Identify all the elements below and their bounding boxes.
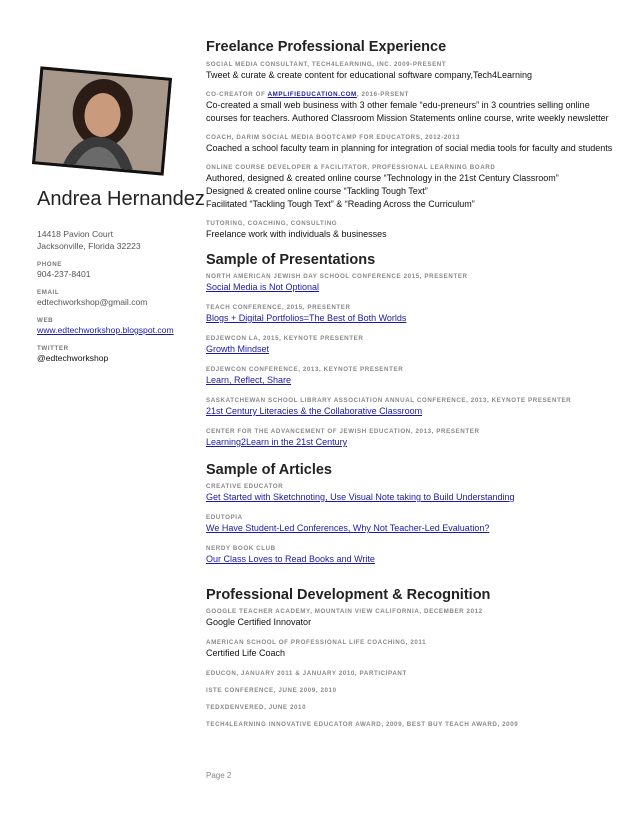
presentation-link[interactable]: Social Media is Not Optional bbox=[206, 282, 320, 292]
development-entry bbox=[206, 686, 616, 695]
entry-meta: ISTE CONFERENCE, JUNE 2009, 2010 bbox=[206, 687, 337, 694]
entry-meta: TECH4LEARNING INNOVATIVE EDUCATOR AWARD, 2009, BEST BUY TEACH AWARD, 2009 bbox=[206, 721, 519, 728]
entry-meta: ONLINE COURSE DEVELOPER & FACILITATOR, PROFESSIONAL LEARNING BOARD bbox=[206, 164, 496, 171]
amplifieducation-link[interactable]: AMPLIFIEDUCATION.COM bbox=[267, 91, 357, 98]
development-entry bbox=[206, 703, 616, 712]
meta-suffix: , 2016-PRSENT bbox=[356, 91, 409, 98]
page-number: Page 2 bbox=[206, 771, 232, 780]
section-title-articles: Sample of Articles bbox=[206, 462, 332, 478]
freelance-entry bbox=[206, 219, 616, 241]
entry-meta: SOCIAL MEDIA CONSULTANT, TECH4LEARNING, INC. 2009-PRESENT bbox=[206, 61, 447, 68]
presentation-link[interactable]: Growth Mindset bbox=[206, 344, 270, 354]
entry-body: Co-created a small web business with 3 other female “edu-preneurs” in 3 countries selling online courses for teachers. Authored Classroom Mission Statements online course, write weekly newsletter bbox=[206, 100, 609, 123]
article-link[interactable]: We Have Student-Led Conferences, Why Not Teacher-Led Evaluation? bbox=[206, 523, 490, 533]
entry-meta bbox=[206, 90, 616, 99]
entry-body: Google Certified Innovator bbox=[206, 617, 312, 627]
entry-meta: COACH, DARIM SOCIAL MEDIA BOOTCAMP FOR EDUCATORS, 2012-2013 bbox=[206, 134, 461, 141]
presentation-entry bbox=[206, 396, 616, 418]
email-label: EMAIL bbox=[37, 289, 60, 296]
entry-meta: TEACH CONFERENCE, 2015, PRESENTER bbox=[206, 304, 351, 311]
entry-meta: TUTORING, COACHING, CONSULTING bbox=[206, 220, 338, 227]
freelance-entry bbox=[206, 133, 616, 155]
entry-body: Certified Life Coach bbox=[206, 648, 286, 658]
development-entry bbox=[206, 638, 616, 660]
entry-meta: EDJEWCON LA, 2015, KEYNOTE PRESENTER bbox=[206, 335, 364, 342]
web-link[interactable]: www.edtechworkshop.blogspot.com bbox=[37, 325, 174, 335]
meta-prefix: CO-CREATOR OF bbox=[206, 91, 268, 98]
freelance-entry bbox=[206, 60, 616, 82]
web-label: WEB bbox=[37, 317, 54, 324]
twitter-label: TWITTER bbox=[37, 345, 69, 352]
entry-meta: SASKATCHEWAN SCHOOL LIBRARY ASSOCIATION ANNUAL CONFERENCE, 2013, KEYNOTE PRESENTER bbox=[206, 397, 572, 404]
entry-meta: EDJEWCON CONFERENCE, 2013, KEYNOTE PRESENTER bbox=[206, 366, 404, 373]
entry-meta: GOOGLE TEACHER ACADEMY, MOUNTAIN VIEW CALIFORNIA, DECEMBER 2012 bbox=[206, 608, 483, 615]
phone-value: 904-237-8401 bbox=[37, 269, 91, 279]
email-value: edtechworkshop@gmail.com bbox=[37, 297, 148, 307]
presentation-entry bbox=[206, 365, 616, 387]
profile-photo bbox=[32, 66, 172, 175]
article-link[interactable]: Our Class Loves to Read Books and Write bbox=[206, 554, 375, 564]
contact-block bbox=[37, 228, 197, 364]
section-title-presentations: Sample of Presentations bbox=[206, 252, 376, 268]
entry-meta: NORTH AMERICAN JEWISH DAY SCHOOL CONFERENCE 2015, PRESENTER bbox=[206, 273, 468, 280]
portrait-image bbox=[35, 70, 169, 173]
article-link[interactable]: Get Started with Sketchnoting, Use Visual Note taking to Build Understanding bbox=[206, 492, 515, 502]
entry-meta: AMERICAN SCHOOL OF PROFESSIONAL LIFE COACHING, 2011 bbox=[206, 639, 427, 646]
presentation-link[interactable]: Learn, Reflect, Share bbox=[206, 375, 292, 385]
entry-meta: CENTER FOR THE ADVANCEMENT OF JEWISH EDUCATION, 2013, PRESENTER bbox=[206, 428, 480, 435]
section-title-freelance: Freelance Professional Experience bbox=[206, 39, 447, 55]
presentation-link[interactable]: 21st Century Literacies & the Collaborative Classroom bbox=[206, 406, 423, 416]
presentation-entry bbox=[206, 427, 616, 449]
twitter-handle: @edtechworkshop bbox=[37, 353, 109, 363]
presentation-link[interactable]: Learning2Learn in the 21st Century bbox=[206, 437, 348, 447]
entry-body-line: Authored, designed & created online course “Technology in the 21st Century Classroom” bbox=[206, 173, 559, 183]
presentation-entry bbox=[206, 303, 616, 325]
person-name: Andrea Hernandez bbox=[37, 188, 205, 210]
development-entry bbox=[206, 607, 616, 629]
article-entry bbox=[206, 544, 616, 566]
entry-meta: EDUTOPIA bbox=[206, 514, 243, 521]
freelance-entry bbox=[206, 163, 616, 211]
entry-body: Freelance work with individuals & businesses bbox=[206, 229, 387, 239]
development-entry bbox=[206, 669, 616, 678]
entry-meta: EDUCON, JANUARY 2011 & JANUARY 2010, PARTICIPANT bbox=[206, 670, 407, 677]
entry-body-line: Designed & created online course “Tackling Tough Text” bbox=[206, 186, 428, 196]
section-title-development: Professional Development & Recognition bbox=[206, 587, 491, 603]
address-line1: 14418 Pavion Court bbox=[37, 229, 113, 239]
article-entry bbox=[206, 513, 616, 535]
presentation-link[interactable]: Blogs + Digital Portfolios=The Best of Both Worlds bbox=[206, 313, 407, 323]
entry-body: Coached a school faculty team in planning for integration of social media tools for faculty and students bbox=[206, 143, 613, 153]
article-entry bbox=[206, 482, 616, 504]
entry-body: Tweet & curate & create content for educational software company,Tech4Learning bbox=[206, 70, 533, 80]
main-content bbox=[206, 38, 616, 729]
entry-meta: CREATIVE EDUCATOR bbox=[206, 483, 284, 490]
freelance-entry bbox=[206, 90, 616, 125]
development-entry bbox=[206, 720, 616, 729]
presentation-entry bbox=[206, 334, 616, 356]
entry-meta: NERDY BOOK CLUB bbox=[206, 545, 276, 552]
entry-meta: TEDXDENVERED, JUNE 2010 bbox=[206, 704, 307, 711]
phone-label: PHONE bbox=[37, 261, 63, 268]
presentation-entry bbox=[206, 272, 616, 294]
entry-body-line: Facilitated “Tackling Tough Text” & “Reading Across the Curriculum” bbox=[206, 199, 475, 209]
address-line2: Jacksonville, Florida 32223 bbox=[37, 241, 141, 251]
